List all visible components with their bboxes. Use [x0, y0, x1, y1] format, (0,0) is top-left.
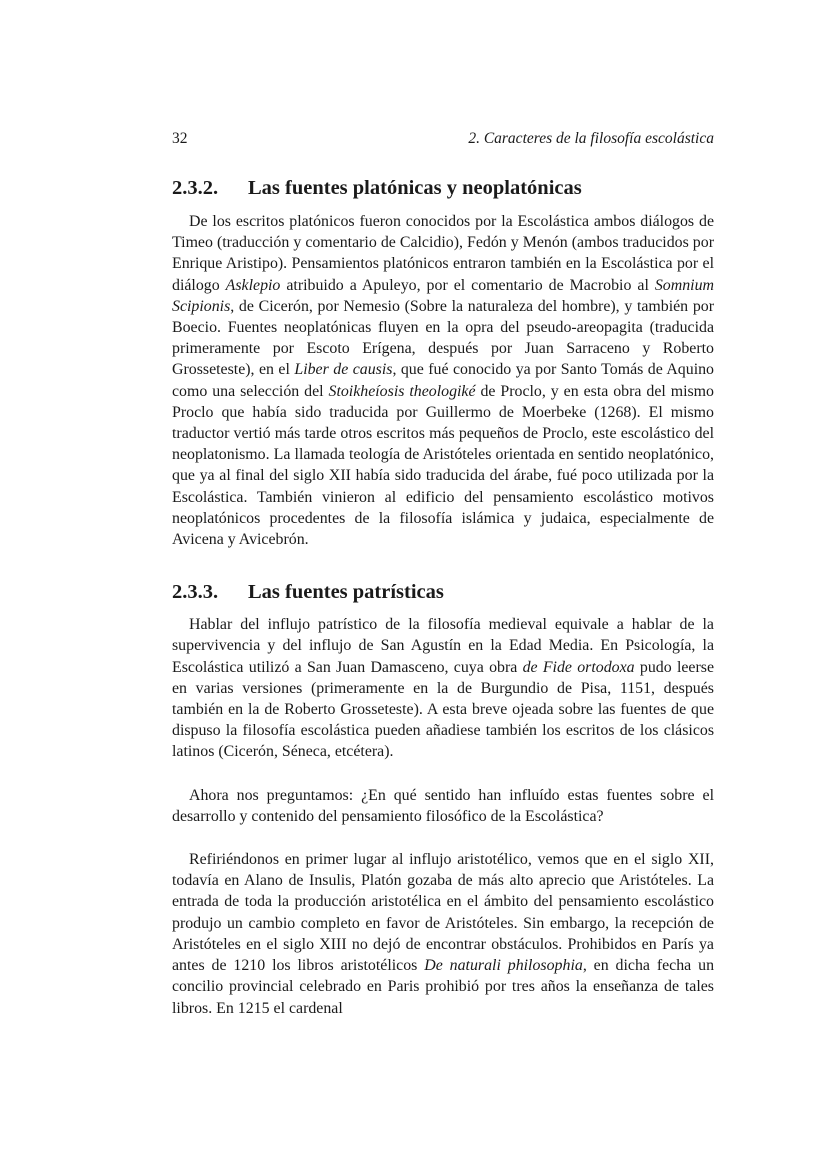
paragraph-question: Ahora nos preguntamos: ¿En qué sentido han influído estas fuentes sobre el desarrollo y contenido del pensamiento filosófico de la Escolástica?: [172, 786, 714, 825]
text-run: De los escritos platónicos fueron conocidos por la Escolástica ambos diálogos de Timeo (traducción y comentario de Calcidio), Fedón y Menón (ambos traducidos por Enrique Aristipo). Pensamientos platónicos entraron también en la Escolástica por el diálogo: [172, 213, 714, 294]
text-run: , de Cicerón, por Nemesio (Sobre la naturaleza del hombre), y también por Boecio. Fuentes neoplatónicas fluyen en la opra del pseudo-areopagita (traducida primeramente por Escoto Erígena, después por Juan Sarraceno y Roberto Grosseteste), en el: [172, 297, 714, 379]
section-heading-2-3-3: [172, 578, 714, 606]
page-number: 32: [172, 130, 188, 147]
text-run: atribuido a Apuleyo, por el comentario de Macrobio al: [280, 276, 655, 294]
italic-title: De naturali philosophia: [424, 957, 583, 975]
text-run: pudo leerse en varias versiones (primeramente en la de Burgundio de Pisa, 1151, después también en la de Roberto Grosseteste). A esta breve ojeada sobre las fuentes de que dispuso la filosofía escolástica pueden añadiese también los escritos de los clásicos latinos (Cicerón, Séneca, etcétera).: [172, 658, 714, 761]
section-number: 2.3.2.: [172, 177, 219, 199]
paragraph-aristotelian-influence: [172, 849, 714, 1019]
chapter-title: 2. Caracteres de la filosofía escolástica: [468, 130, 714, 147]
text-run: , que fué conocido ya por Santo Tomás de Aquino como una selección del: [172, 361, 715, 400]
section-heading-2-3-2: [172, 174, 714, 202]
text-run: Refiriéndonos en primer lugar al influjo aristotélico, vemos que en el siglo XII, todavía en Alano de Insulis, Platón gozaba de más alto aprecio que Aristóteles. La entrada de toda la producción aristotélica en el ámbito del pensamiento escolástico produjo un cambio completo en favor de Aristóteles. Sin embargo, la recepción de Aristóteles en el siglo XIII no dejó de encontrar obstáculos. Prohibidos en París ya antes de 1210 los libros aristotélicos: [172, 851, 714, 975]
section-title: Las fuentes patrísticas: [248, 581, 444, 604]
italic-title: Somnium Scipionis: [172, 276, 715, 315]
document-page: [172, 128, 714, 1019]
running-header: [172, 128, 714, 150]
text-run: de Proclo, y en esta obra del mismo Proclo que había sido traducida por Guillermo de Moerbeke (1268). El mismo traductor vertió más tarde otros escritos más pequeños de Proclo, este escolástico del neoplatonismo. La llamada teología de Aristóteles orientada en sentido neoplatónico, que ya al final del siglo XII había sido traducida del árabe, fué poco utilizada por la Escolástica. También vinieron al edificio del pensamiento escolástico motivos neoplatónicos procedentes de la filosofía islámica y judaica, especialmente de Avicena y Avicebrón.: [172, 382, 714, 549]
italic-title: de Fide ortodoxa: [522, 658, 635, 676]
section-title: Las fuentes platónicas y neoplatónicas: [248, 177, 582, 199]
italic-title: Asklepio: [225, 276, 281, 294]
paragraph-patristic-sources: [172, 614, 714, 762]
section-number: 2.3.3.: [172, 581, 219, 604]
text-run: , en dicha fecha un concilio provincial celebrado en Paris prohibió por tres años la enseñanza de tales libros. En 1215 el cardenal: [172, 957, 715, 1017]
text-run: Hablar del influjo patrístico de la filosofía medieval equivale a hablar de la supervivencia y del influjo de San Agustín en la Edad Media. En Psicología, la Escolástica utilizó a San Juan Damasceno, cuya obra: [172, 616, 714, 676]
italic-title: Liber de causis: [294, 361, 393, 379]
paragraph-platonic-sources: [172, 211, 714, 550]
italic-title: Stoikheíosis theologiké: [328, 382, 476, 400]
